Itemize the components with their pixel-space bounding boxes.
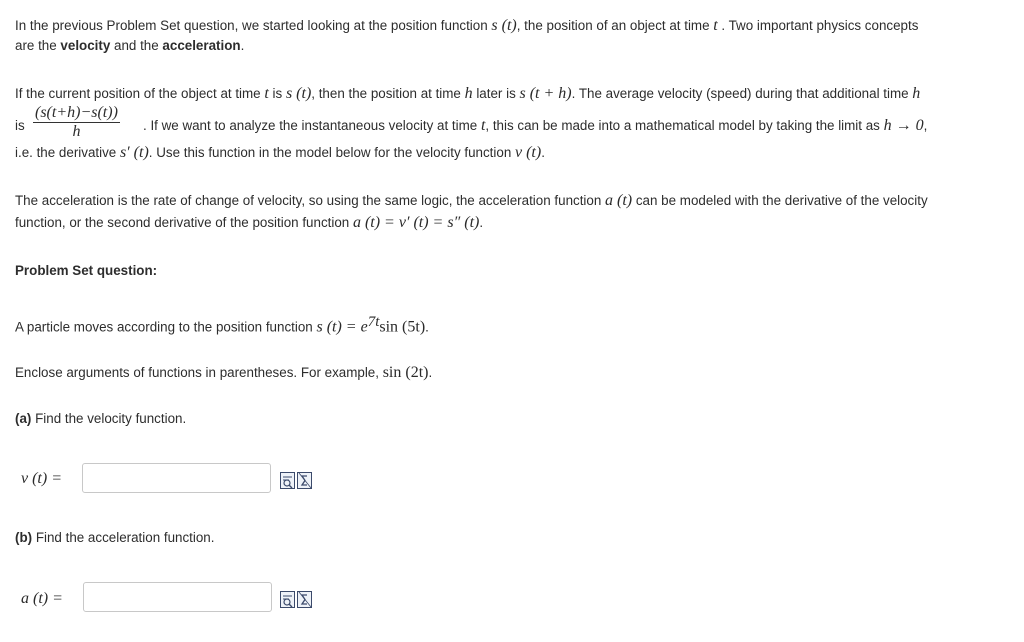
problem-statement: A particle moves according to the position function s $(t) = e^{7t}\sin$ (5t). <box>15 314 429 336</box>
para2-line-3: i.e. the derivative s′ (t). Use this function in the model below for the velocity function v (t). <box>15 144 545 161</box>
intro-line-1: In the previous Problem Set question, we started looking at the position function s (t), the position of an object at time t . Two important physics concepts <box>15 17 919 34</box>
part-b-prompt: (b) Find the acceleration function. <box>15 530 215 545</box>
para3-line-2: function, or the second derivative of the position function a (t) = v′ (t) = s″ (t). <box>15 214 484 231</box>
para2-line-2: . If we want to analyze the instantaneous velocity at time t, this can be made into a mathematical model by taking the limit as h → 0, <box>143 117 928 134</box>
velocity-answer-input[interactable] <box>82 463 271 493</box>
velocity-label: v (t) = <box>21 470 62 487</box>
para3-line-1: The acceleration is the rate of change of velocity, so using the same logic, the acceleration function a (t) can be modeled with the derivative of the velocity <box>15 192 928 209</box>
part-a-prompt: (a) Find the velocity function. <box>15 411 187 426</box>
velocity-term: velocity <box>60 38 111 53</box>
sigma-icon[interactable] <box>297 591 312 608</box>
acceleration-term: acceleration <box>162 38 241 53</box>
problem-set-heading: Problem Set question: <box>15 263 158 278</box>
sigma-icon[interactable] <box>297 472 312 489</box>
hint-text: Enclose arguments of functions in parentheses. For example, sin (2t). <box>15 364 433 381</box>
para2-is: is <box>15 118 25 133</box>
average-velocity-fraction: $\frac{(s(t+h)-s(t))}{h}$ <box>35 104 118 140</box>
acceleration-label: a (t) = <box>21 590 63 607</box>
intro-line-2: are the velocity and the acceleration. <box>15 38 245 53</box>
acceleration-answer-input[interactable] <box>83 582 272 612</box>
preview-icon[interactable] <box>280 591 295 608</box>
preview-icon[interactable] <box>280 472 295 489</box>
para2-line-1: If the current position of the object at time t is s (t), then the position at time h later is s (t + h). The average velocity (speed) during that additional time h <box>15 85 921 102</box>
